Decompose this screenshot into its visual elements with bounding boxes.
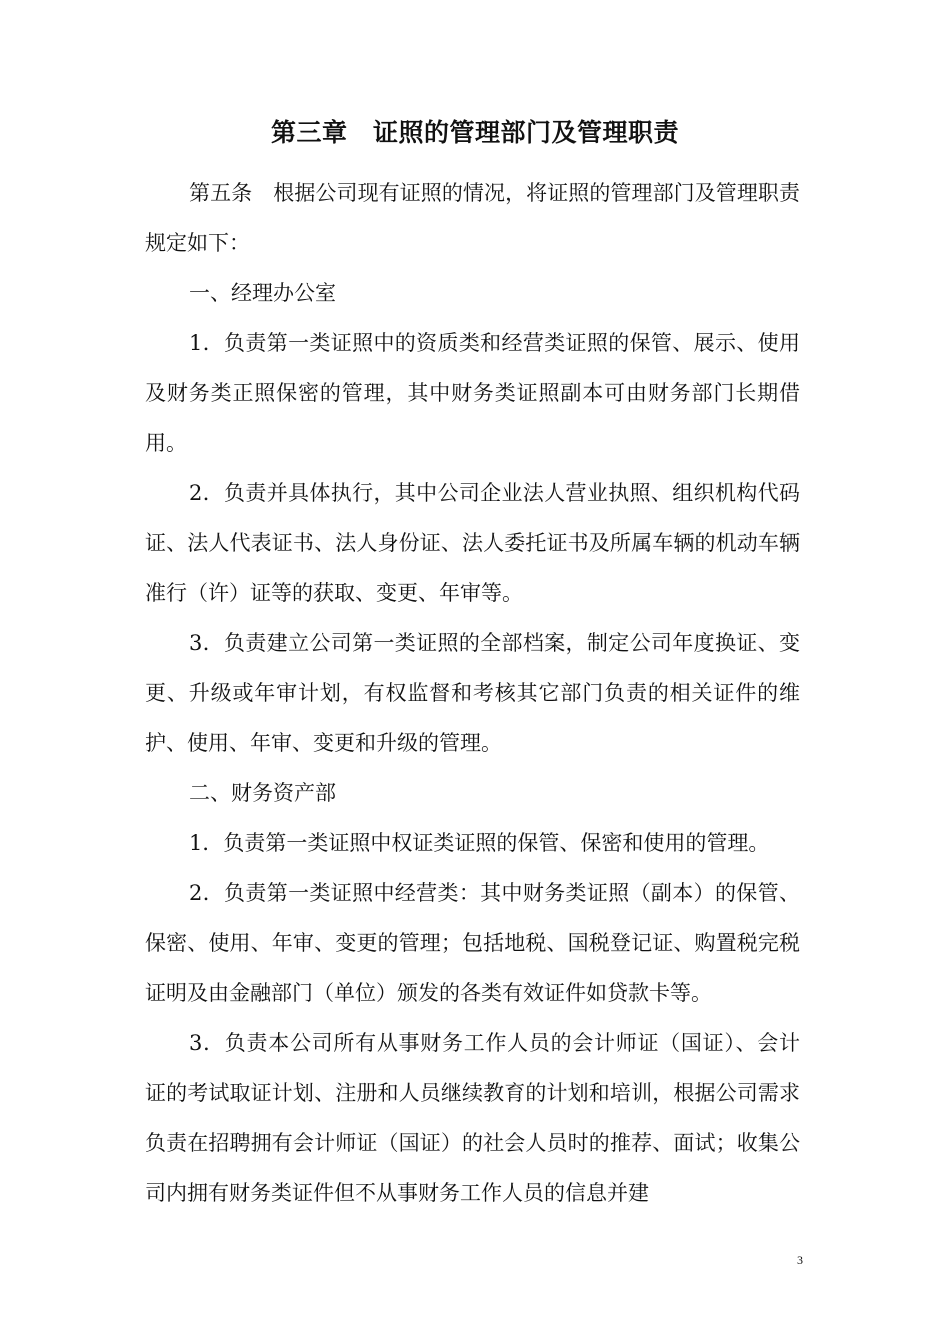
paragraph-finance-item-3: 3．负责本公司所有从事财务工作人员的会计师证（国证）、会计证的考试取证计划、注册和人员继续教育的计划和培训，根据公司需求负责在招聘拥有会计师证（国证）的社会人员时的推荐、面试；收集公司内拥有财务类证件但不从事财务工作人员的信息并建 bbox=[145, 1031, 800, 1205]
chapter-title: 第三章 证照的管理部门及管理职责 bbox=[270, 118, 679, 147]
paragraph-office-item-1: 1．负责第一类证照中的资质类和经营类证照的保管、展示、使用及财务类正照保密的管理，其中财务类证照副本可由财务部门长期借用。 bbox=[145, 331, 800, 455]
paragraph-office-item-3: 3．负责建立公司第一类证照的全部档案，制定公司年度换证、变更、升级或年审计划，有权监督和考核其它部门负责的相关证件的维护、使用、年审、变更和升级的管理。 bbox=[145, 631, 800, 755]
document-body bbox=[145, 168, 800, 1218]
paragraph-office-item-2: 2．负责并具体执行，其中公司企业法人营业执照、组织机构代码证、法人代表证书、法人身份证、法人委托证书及所属车辆的机动车辆准行（许）证等的获取、变更、年审等。 bbox=[145, 481, 800, 605]
page-number: 3 bbox=[797, 1253, 803, 1267]
section-heading-office: 一、经理办公室 bbox=[189, 281, 336, 305]
section-heading-finance: 二、财务资产部 bbox=[189, 781, 336, 805]
paragraph-finance-item-2: 2．负责第一类证照中经营类：其中财务类证照（副本）的保管、保密、使用、年审、变更的管理；包括地税、国税登记证、购置税完税证明及由金融部门（单位）颁发的各类有效证件如贷款卡等。 bbox=[145, 881, 800, 1005]
paragraph-finance-item-1: 1．负责第一类证照中权证类证照的保管、保密和使用的管理。 bbox=[189, 831, 770, 855]
paragraph-article-5: 第五条 根据公司现有证照的情况，将证照的管理部门及管理职责规定如下： bbox=[145, 181, 800, 255]
